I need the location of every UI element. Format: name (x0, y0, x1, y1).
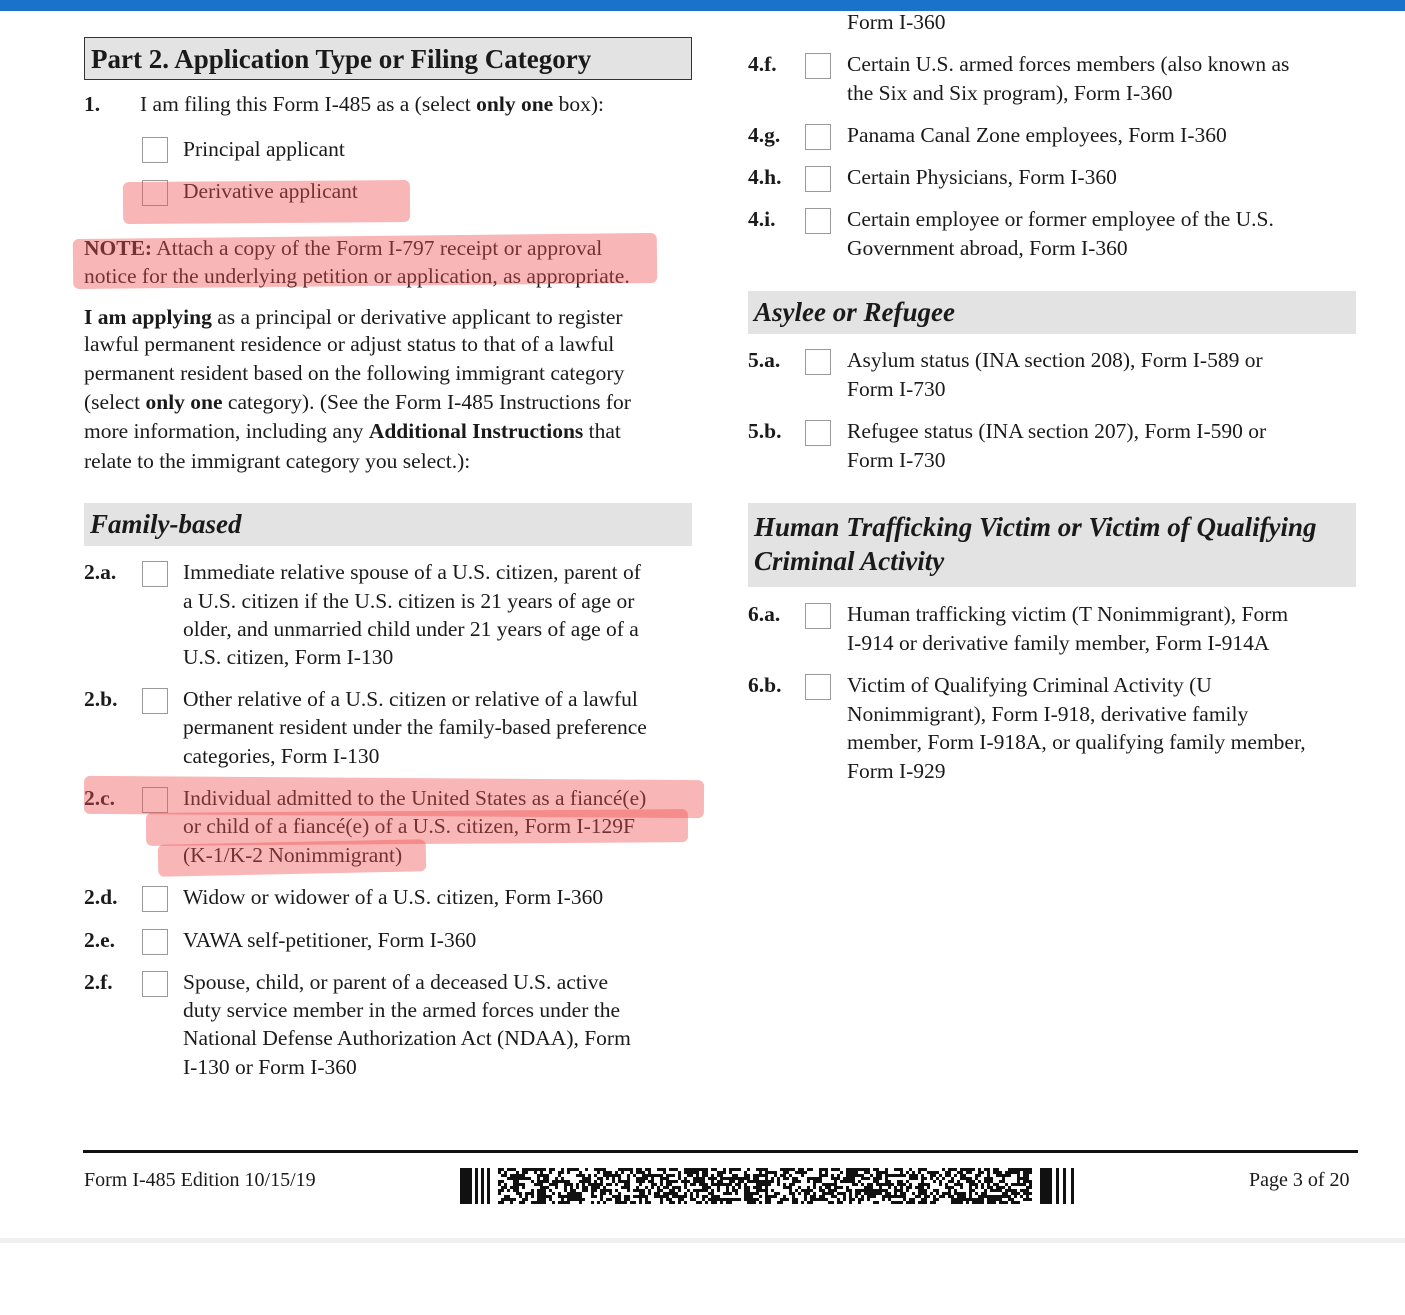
item-2c-line-1: Individual admitted to the United States as a fiancé(e) (183, 786, 647, 810)
item-2c-number: 2.c. (84, 786, 116, 810)
item-5b-line-2: Form I-730 (847, 448, 946, 472)
item-2b-line-3: categories, Form I-130 (183, 744, 380, 768)
item-6a-line-1: Human trafficking victim (T Nonimmigrant), Form (847, 602, 1289, 626)
item-2e-number: 2.e. (84, 928, 116, 952)
footer-form-edition: Form I-485 Edition 10/15/19 (84, 1169, 316, 1191)
item-6b-line-1: Victim of Qualifying Criminal Activity (U (847, 673, 1212, 697)
item-2d-number: 2.d. (84, 885, 118, 909)
item-4h-number: 4.h. (748, 165, 782, 189)
item-2f-line-1: Spouse, child, or parent of a deceased U.S. active (183, 970, 609, 994)
item-2a-line-1: Immediate relative spouse of a U.S. citizen, parent of (183, 560, 641, 584)
item-2f-checkbox[interactable] (142, 971, 168, 997)
item-4f-number: 4.f. (748, 52, 777, 76)
item-6a-number: 6.a. (748, 602, 781, 626)
derivative-applicant-label: Derivative applicant (183, 179, 358, 203)
item-4f-checkbox[interactable] (805, 53, 831, 79)
part-2-header (84, 37, 692, 80)
item-5b-number: 5.b. (748, 419, 782, 443)
item-2f-line-4: I-130 or Form I-360 (183, 1055, 357, 1079)
applying-line-5: more information, including any Additional Instructions that (84, 419, 621, 443)
item-4h-checkbox[interactable] (805, 166, 831, 192)
item-2b-number: 2.b. (84, 687, 118, 711)
note-line-1: NOTE: Attach a copy of the Form I-797 receipt or approval (84, 236, 603, 260)
item-5a-checkbox[interactable] (805, 349, 831, 375)
trafficking-title-line-2: Criminal Activity (754, 546, 945, 576)
item-2d-line-1: Widow or widower of a U.S. citizen, Form I-360 (183, 885, 604, 909)
note-line-2: notice for the underlying petition or application, as appropriate. (84, 264, 630, 288)
top-toolbar-strip (0, 0, 1405, 11)
footer-rule (83, 1150, 1358, 1153)
item-4h-line-1: Certain Physicians, Form I-360 (847, 165, 1117, 189)
item-2a-line-3: older, and unmarried child under 21 years of age of a (183, 617, 639, 641)
barcode-image (460, 1168, 1080, 1204)
item-2a-number: 2.a. (84, 560, 117, 584)
applying-line-6: relate to the immigrant category you select.): (84, 449, 471, 473)
item-6b-checkbox[interactable] (805, 674, 831, 700)
item-2f-line-2: duty service member in the armed forces under the (183, 998, 620, 1022)
item-4i-line-1: Certain employee or former employee of the U.S. (847, 207, 1274, 231)
item-5a-number: 5.a. (748, 348, 781, 372)
item-4g-line-1: Panama Canal Zone employees, Form I-360 (847, 123, 1227, 147)
item-6a-checkbox[interactable] (805, 603, 831, 629)
item-2b-line-1: Other relative of a U.S. citizen or relative of a lawful (183, 687, 638, 711)
item-6b-line-3: member, Form I-918A, or qualifying family member, (847, 730, 1306, 754)
item-4g-checkbox[interactable] (805, 124, 831, 150)
principal-applicant-label: Principal applicant (183, 137, 345, 161)
item-5a-line-1: Asylum status (INA section 208), Form I-589 or (847, 348, 1263, 372)
item-6a-line-2: I-914 or derivative family member, Form I-914A (847, 631, 1270, 655)
item-5b-checkbox[interactable] (805, 420, 831, 446)
item-5b-line-1: Refugee status (INA section 207), Form I-590 or (847, 419, 1267, 443)
item-2a-checkbox[interactable] (142, 561, 168, 587)
applying-line-4: (select only one category). (See the Form I-485 Instructions for (84, 390, 631, 414)
item-2b-line-2: permanent resident under the family-based preference (183, 715, 647, 739)
item-4i-checkbox[interactable] (805, 208, 831, 234)
q1-text: I am filing this Form I-485 as a (select only one box): (140, 92, 604, 116)
item-4i-line-2: Government abroad, Form I-360 (847, 236, 1128, 260)
item-5a-line-2: Form I-730 (847, 377, 946, 401)
item-4i-number: 4.i. (748, 207, 776, 231)
footer-page-number: Page 3 of 20 (1249, 1169, 1350, 1191)
q1-number: 1. (84, 92, 101, 116)
item-2f-number: 2.f. (84, 970, 113, 994)
item-2a-line-4: U.S. citizen, Form I-130 (183, 645, 394, 669)
family-based-title: Family-based (90, 509, 242, 539)
highlight-derivative-applicant (123, 180, 410, 224)
highlight-note (73, 233, 657, 289)
page-bottom-gap (0, 1238, 1405, 1315)
item-2d-checkbox[interactable] (142, 886, 168, 912)
item-4g-number: 4.g. (748, 123, 781, 147)
applying-line-3: permanent resident based on the following immigrant category (84, 361, 625, 385)
item-2b-checkbox[interactable] (142, 688, 168, 714)
item-2f-line-3: National Defense Authorization Act (NDAA), Form (183, 1026, 631, 1050)
item-2c-line-3: (K-1/K-2 Nonimmigrant) (183, 843, 403, 867)
item-6b-line-4: Form I-929 (847, 759, 946, 783)
asylee-refugee-title: Asylee or Refugee (754, 297, 955, 327)
item-2e-line-1: VAWA self-petitioner, Form I-360 (183, 928, 477, 952)
item-2c-line-2: or child of a fiancé(e) of a U.S. citizen, Form I-129F (183, 814, 635, 838)
applying-line-2: lawful permanent residence or adjust status to that of a lawful (84, 332, 615, 356)
principal-applicant-checkbox[interactable] (142, 137, 168, 163)
item-4f-line-2: the Six and Six program), Form I-360 (847, 81, 1173, 105)
item-6b-number: 6.b. (748, 673, 782, 697)
part-2-title: Part 2. Application Type or Filing Category (91, 44, 592, 74)
item-6b-line-2: Nonimmigrant), Form I-918, derivative family (847, 702, 1249, 726)
trafficking-title-line-1: Human Trafficking Victim or Victim of Qualifying (754, 512, 1317, 542)
item-2a-line-2: a U.S. citizen if the U.S. citizen is 21 years of age or (183, 589, 635, 613)
item-4e-continuation: Form I-360 (847, 10, 946, 34)
highlight-2c-line-3 (158, 839, 427, 877)
applying-line-1: I am applying as a principal or derivative applicant to register (84, 305, 623, 329)
item-2e-checkbox[interactable] (142, 929, 168, 955)
item-4f-line-1: Certain U.S. armed forces members (also known as (847, 52, 1290, 76)
